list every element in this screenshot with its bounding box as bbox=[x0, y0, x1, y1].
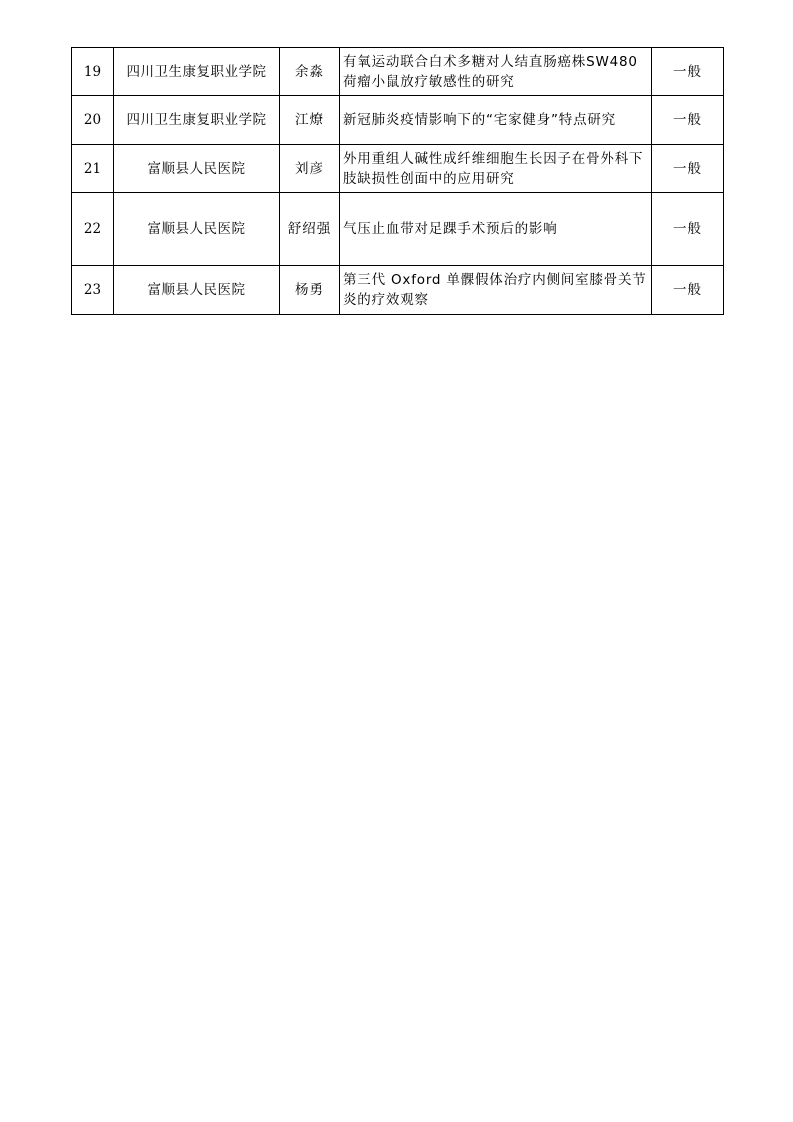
row-number: 22 bbox=[72, 193, 114, 266]
table-row bbox=[72, 193, 724, 266]
project-table bbox=[71, 47, 724, 315]
table-row bbox=[72, 48, 724, 96]
row-number: 21 bbox=[72, 145, 114, 193]
applicant-name: 舒绍强 bbox=[280, 193, 340, 266]
project-level: 一般 bbox=[652, 266, 724, 315]
row-number: 23 bbox=[72, 266, 114, 315]
project-level: 一般 bbox=[652, 145, 724, 193]
project-title: 气压止血带对足踝手术预后的影响 bbox=[340, 193, 652, 266]
institution: 富顺县人民医院 bbox=[114, 145, 280, 193]
applicant-name: 江燎 bbox=[280, 96, 340, 145]
project-level: 一般 bbox=[652, 193, 724, 266]
project-level: 一般 bbox=[652, 96, 724, 145]
applicant-name: 余淼 bbox=[280, 48, 340, 96]
project-title: 外用重组人碱性成纤维细胞生长因子在骨外科下肢缺损性创面中的应用研究 bbox=[340, 145, 652, 193]
table-row bbox=[72, 266, 724, 315]
applicant-name: 杨勇 bbox=[280, 266, 340, 315]
project-title: 第三代 Oxford 单髁假体治疗内侧间室膝骨关节炎的疗效观察 bbox=[340, 266, 652, 315]
row-number: 20 bbox=[72, 96, 114, 145]
applicant-name: 刘彦 bbox=[280, 145, 340, 193]
project-level: 一般 bbox=[652, 48, 724, 96]
institution: 四川卫生康复职业学院 bbox=[114, 48, 280, 96]
institution: 四川卫生康复职业学院 bbox=[114, 96, 280, 145]
table-row bbox=[72, 96, 724, 145]
row-number: 19 bbox=[72, 48, 114, 96]
project-title: 有氧运动联合白术多糖对人结直肠癌株SW480荷瘤小鼠放疗敏感性的研究 bbox=[340, 48, 652, 96]
project-title: 新冠肺炎疫情影响下的“宅家健身”特点研究 bbox=[340, 96, 652, 145]
institution: 富顺县人民医院 bbox=[114, 193, 280, 266]
institution: 富顺县人民医院 bbox=[114, 266, 280, 315]
table-row bbox=[72, 145, 724, 193]
